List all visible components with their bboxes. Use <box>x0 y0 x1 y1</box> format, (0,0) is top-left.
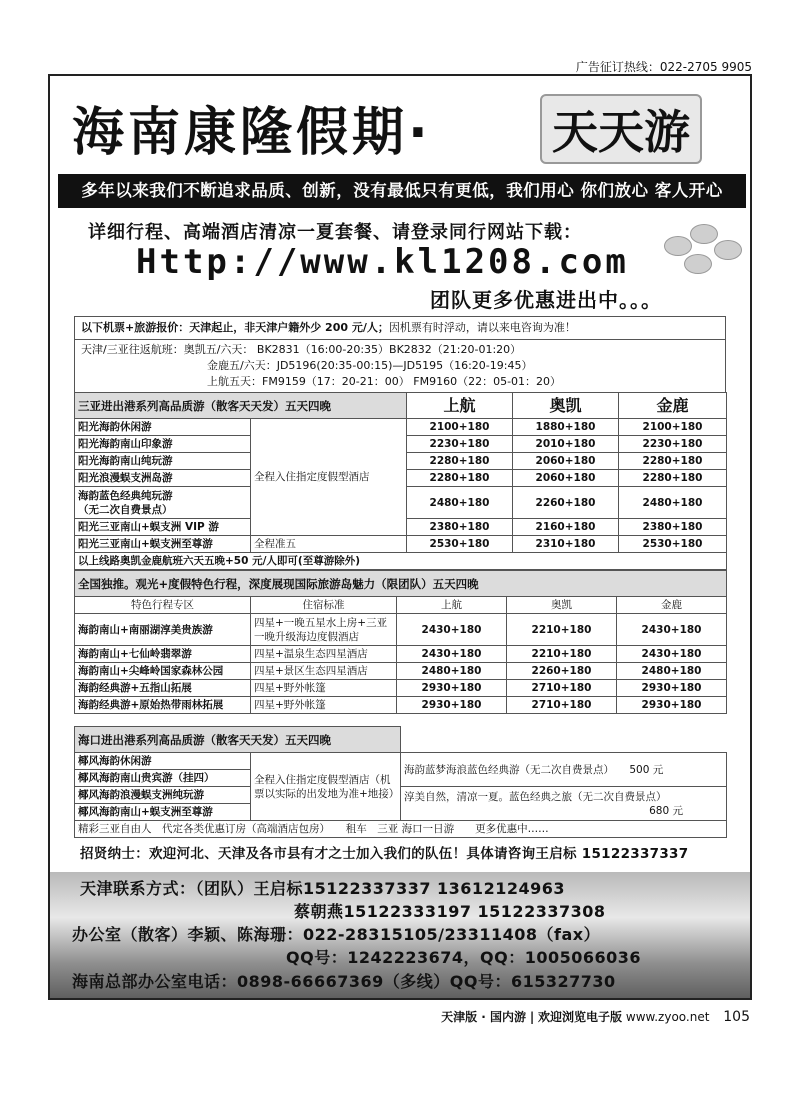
sanya-price-table <box>74 392 727 570</box>
route-name: 海韵经典游+五指山拓展 <box>75 680 251 697</box>
price-cell: 2930+180 <box>397 697 507 714</box>
column-header: 上航 <box>397 597 507 614</box>
special-section <box>74 570 726 714</box>
price-cell: 2280+180 <box>619 470 727 487</box>
hotel-note: 四星+一晚五星水上房+三亚一晚升级海边度假酒店 <box>251 614 397 646</box>
hotel-note: 四星+野外帐篷 <box>251 680 397 697</box>
slogan-banner: 多年以来我们不断追求品质、创新，没有最低只有更低，我们用心 你们放心 客人开心 <box>58 174 746 208</box>
price-cell: 2480+180 <box>617 663 727 680</box>
price-note-bold: 以下机票+旅游报价：天津起止，非天津户籍外少 200 元/人； <box>81 321 389 334</box>
site-link[interactable]: www.zyoo.net <box>625 1010 710 1024</box>
route-name-main: 海韵蓝色经典纯玩游 <box>78 489 173 502</box>
route-name-sub: （无二次自费景点） <box>78 503 173 516</box>
special-header: 全国独推。观光+度假特色行程，深度展现国际旅游岛魅力（限团队）五天四晚 <box>75 571 727 597</box>
price-cell: 2280+180 <box>407 453 513 470</box>
column-header: 金鹿 <box>617 597 727 614</box>
route-name: 阳光浪漫蜈支洲岛游 <box>75 470 251 487</box>
website-url[interactable]: Http://www.kl1208.com <box>136 242 629 282</box>
price-cell: 2210+180 <box>507 614 617 646</box>
price-note <box>74 316 726 340</box>
advertisement-frame <box>48 74 752 1000</box>
haikou-price-table <box>74 726 727 838</box>
flight-schedule <box>74 340 726 393</box>
route-name <box>75 487 251 519</box>
sanya-header: 三亚进出港系列高品质游（散客天天发）五天四晚 <box>75 393 407 419</box>
price-cell: 2210+180 <box>507 646 617 663</box>
price-cell: 2060+180 <box>513 453 619 470</box>
route-name: 阳光海韵休闲游 <box>75 419 251 436</box>
airline-header: 金鹿 <box>619 393 727 419</box>
route-name: 海韵南山+南丽湖淳美贵族游 <box>75 614 251 646</box>
price-cell: 2480+180 <box>407 487 513 519</box>
price-cell: 2380+180 <box>407 519 513 536</box>
flight-line: 金鹿五/六天：JD5196(20:35-00:15)—JD5195（16:20-19:45） <box>207 359 533 372</box>
route-name: 椰风海韵南山贵宾游（挂四） <box>75 770 251 787</box>
price-cell: 2710+180 <box>507 680 617 697</box>
special-price-table <box>74 570 727 714</box>
route-name: 海韵南山+七仙岭翡翠游 <box>75 646 251 663</box>
price-cell: 2430+180 <box>617 646 727 663</box>
haikou-offer <box>401 753 727 787</box>
price-cell: 2230+180 <box>619 436 727 453</box>
price-cell: 2310+180 <box>513 536 619 553</box>
title-row <box>50 84 752 164</box>
hotel-note: 四星+温泉生态四星酒店 <box>251 646 397 663</box>
route-name: 阳光三亚南山+蜈支洲至尊游 <box>75 536 251 553</box>
price-note-normal: 因机票有时浮动，请以来电咨询为准！ <box>388 321 576 334</box>
price-cell: 2260+180 <box>513 487 619 519</box>
price-cell: 2010+180 <box>513 436 619 453</box>
contact-line: 办公室（散客）李颖、陈海珊：022-28315105/23311408（fax） <box>72 925 601 944</box>
contact-line: 海南总部办公室电话：0898-66667369（多线）QQ号：615327730 <box>72 972 616 991</box>
route-name: 阳光海韵南山纯玩游 <box>75 453 251 470</box>
flight-line: 天津/三亚往返航班：奥凯五/六天： BK2831（16:00-20:35）BK2832（21:20-01:20） <box>81 343 522 356</box>
sanya-footnote: 以上线路奥凯金鹿航班六天五晚+50 元/人即可(至尊游除外) <box>75 553 727 570</box>
route-name: 椰风海韵南山+蜈支洲至尊游 <box>75 804 251 821</box>
price-cell: 2280+180 <box>619 453 727 470</box>
price-cell: 2930+180 <box>617 680 727 697</box>
brand-title: 海南康隆假期· <box>72 103 432 163</box>
price-cell: 2930+180 <box>617 697 727 714</box>
price-cell: 2480+180 <box>619 487 727 519</box>
footer-separator: | <box>529 1010 535 1024</box>
route-name: 椰风海韵休闲游 <box>75 753 251 770</box>
haikou-section <box>74 726 726 838</box>
haikou-offer-price: 680 元 <box>649 804 683 817</box>
hotel-note: 全程入住指定度假型酒店 <box>251 419 407 536</box>
column-header: 特色行程专区 <box>75 597 251 614</box>
column-header: 奥凯 <box>507 597 617 614</box>
ad-hotline: 广告征订热线：022-2705 9905 <box>575 60 752 74</box>
route-name: 海韵经典游+原始热带雨林拓展 <box>75 697 251 714</box>
route-name: 阳光三亚南山+蜈支洲 VIP 游 <box>75 519 251 536</box>
price-cell: 2430+180 <box>397 646 507 663</box>
price-cell: 2100+180 <box>407 419 513 436</box>
price-cell: 2160+180 <box>513 519 619 536</box>
contact-line: 天津联系方式：（团队）王启标15122337337 13612124963 <box>80 879 565 898</box>
price-cell: 1880+180 <box>513 419 619 436</box>
route-name: 椰风海韵浪漫蜈支洲纯玩游 <box>75 787 251 804</box>
price-cell: 2060+180 <box>513 470 619 487</box>
haikou-offer <box>401 787 727 821</box>
route-name: 阳光海韵南山印象游 <box>75 436 251 453</box>
haikou-extras: 精彩三亚自由人 代定各类优惠订房（高端酒店包房） 租车 三亚 海口一日游 更多优惠中…… <box>75 821 727 838</box>
price-cell: 2100+180 <box>619 419 727 436</box>
empty-cell <box>401 727 727 753</box>
price-cell: 2530+180 <box>407 536 513 553</box>
price-cell: 2530+180 <box>619 536 727 553</box>
column-header: 住宿标准 <box>251 597 397 614</box>
contact-line: 蔡朝燕15122333197 15122337308 <box>294 902 606 921</box>
price-cell: 2380+180 <box>619 519 727 536</box>
price-cell: 2280+180 <box>407 470 513 487</box>
page-number: 105 <box>723 1009 750 1025</box>
price-cell: 2930+180 <box>397 680 507 697</box>
price-cell: 2430+180 <box>617 614 727 646</box>
price-cell: 2260+180 <box>507 663 617 680</box>
recruitment-notice: 招贤纳士：欢迎河北、天津及各市县有才之士加入我们的队伍！具体请咨询王启标 15122337337 <box>80 846 689 862</box>
haikou-header: 海口进出港系列高品质游（散客天天发）五天四晚 <box>75 727 401 753</box>
hotel-note: 四星+野外帐篷 <box>251 697 397 714</box>
haikou-offer-price: 500 元 <box>629 763 664 776</box>
airline-header: 奥凯 <box>513 393 619 419</box>
price-cell: 2430+180 <box>397 614 507 646</box>
route-name: 海韵南山+尖峰岭国家森林公园 <box>75 663 251 680</box>
haikou-offer-text: 淳美自然，清凉一夏。蓝色经典之旅（无二次自费景点） <box>404 790 667 803</box>
brand-subtitle: 天天游 <box>540 94 702 164</box>
team-promo: 团队更多优惠进出中。。。 <box>430 288 662 312</box>
page-footer <box>441 1008 750 1025</box>
contact-line: QQ号：1242223674，QQ：1005066036 <box>286 948 642 967</box>
itinerary-line: 详细行程、高端酒店清凉一夏套餐、请登录同行网站下载： <box>88 222 582 243</box>
airline-header: 上航 <box>407 393 513 419</box>
hotel-note: 四星+景区生态四星酒店 <box>251 663 397 680</box>
online-label: 欢迎浏览电子版 <box>538 1010 623 1024</box>
price-cell: 2230+180 <box>407 436 513 453</box>
hotel-note: 全程入住指定度假型酒店（机票以实际的出发地为准+地接） <box>251 753 401 821</box>
hotel-note: 全程准五 <box>251 536 407 553</box>
price-cell: 2710+180 <box>507 697 617 714</box>
price-note-section <box>74 316 726 393</box>
edition-label: 天津版 · 国内游 <box>441 1010 526 1024</box>
flower-icon <box>660 216 750 282</box>
haikou-offer-text: 海韵蓝梦海浪蓝色经典游（无二次自费景点） <box>404 763 614 776</box>
sanya-section <box>74 392 726 570</box>
flight-line: 上航五天：FM9159（17：20-21：00） FM9160（22：05-01：20） <box>207 375 562 388</box>
price-cell: 2480+180 <box>397 663 507 680</box>
